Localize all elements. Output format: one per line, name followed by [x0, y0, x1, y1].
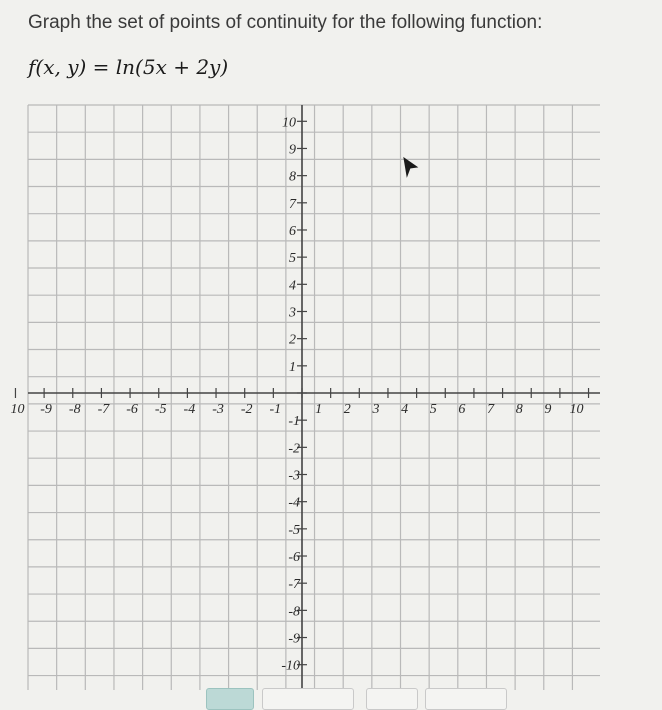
- x-tick-label: -8: [68, 402, 81, 417]
- x-tick-label: 3: [372, 402, 380, 417]
- y-tick-label: 6: [289, 223, 296, 239]
- x-tick-label: 6: [458, 402, 466, 417]
- y-tick-label: -2: [288, 441, 300, 457]
- y-tick-label: -8: [288, 604, 300, 620]
- y-tick-label: 8: [289, 169, 296, 185]
- y-tick-label: 9: [289, 142, 296, 158]
- mouse-pointer-icon: [404, 158, 417, 176]
- y-tick-label: 1: [289, 359, 296, 375]
- y-tick-label: 7: [289, 196, 296, 212]
- tool-button-1[interactable]: [206, 688, 254, 710]
- x-tick-label: 10: [10, 402, 25, 417]
- x-tick-label: 4: [401, 402, 409, 417]
- x-tick-label: -4: [183, 402, 196, 417]
- y-tick-label: -7: [288, 577, 300, 593]
- y-tick-label: 5: [289, 251, 296, 267]
- graph-area[interactable]: [0, 100, 662, 700]
- y-tick-label: 2: [289, 332, 296, 348]
- x-tick-label: -3: [212, 402, 224, 417]
- x-tick-label: 8: [515, 402, 523, 417]
- x-tick-label: 10: [569, 402, 584, 417]
- x-tick-label: -7: [97, 402, 110, 417]
- x-tick-label: -5: [154, 402, 167, 417]
- x-tick-label: -6: [126, 402, 138, 417]
- coordinate-grid[interactable]: [0, 100, 662, 700]
- tool-button-3[interactable]: [366, 688, 418, 710]
- y-tick-label: -4: [288, 495, 300, 511]
- x-tick-label: 2: [343, 402, 351, 417]
- x-tick-label: 5: [429, 402, 437, 417]
- y-tick-label: 3: [289, 305, 296, 321]
- x-tick-label: -9: [40, 402, 52, 417]
- x-tick-label: -2: [240, 402, 253, 417]
- question-text: Graph the set of points of continuity for the following function:: [28, 12, 543, 33]
- y-tick-label: 10: [282, 115, 296, 131]
- y-tick-label: -6: [288, 550, 300, 566]
- x-tick-label: 1: [315, 402, 323, 417]
- x-tick-label: -1: [269, 402, 282, 417]
- tool-button-2[interactable]: [262, 688, 354, 710]
- y-tick-label: -10: [281, 658, 300, 674]
- y-tick-label: -3: [288, 468, 300, 484]
- function-formula: f(x, y) = ln(5x + 2y): [28, 55, 229, 79]
- y-tick-label: -9: [288, 631, 300, 647]
- x-tick-label: 9: [544, 402, 552, 417]
- tool-button-4[interactable]: [425, 688, 507, 710]
- y-tick-label: -5: [288, 522, 300, 538]
- x-tick-label: 7: [487, 402, 495, 417]
- y-tick-label: 4: [289, 278, 296, 294]
- y-tick-label: -1: [288, 414, 300, 430]
